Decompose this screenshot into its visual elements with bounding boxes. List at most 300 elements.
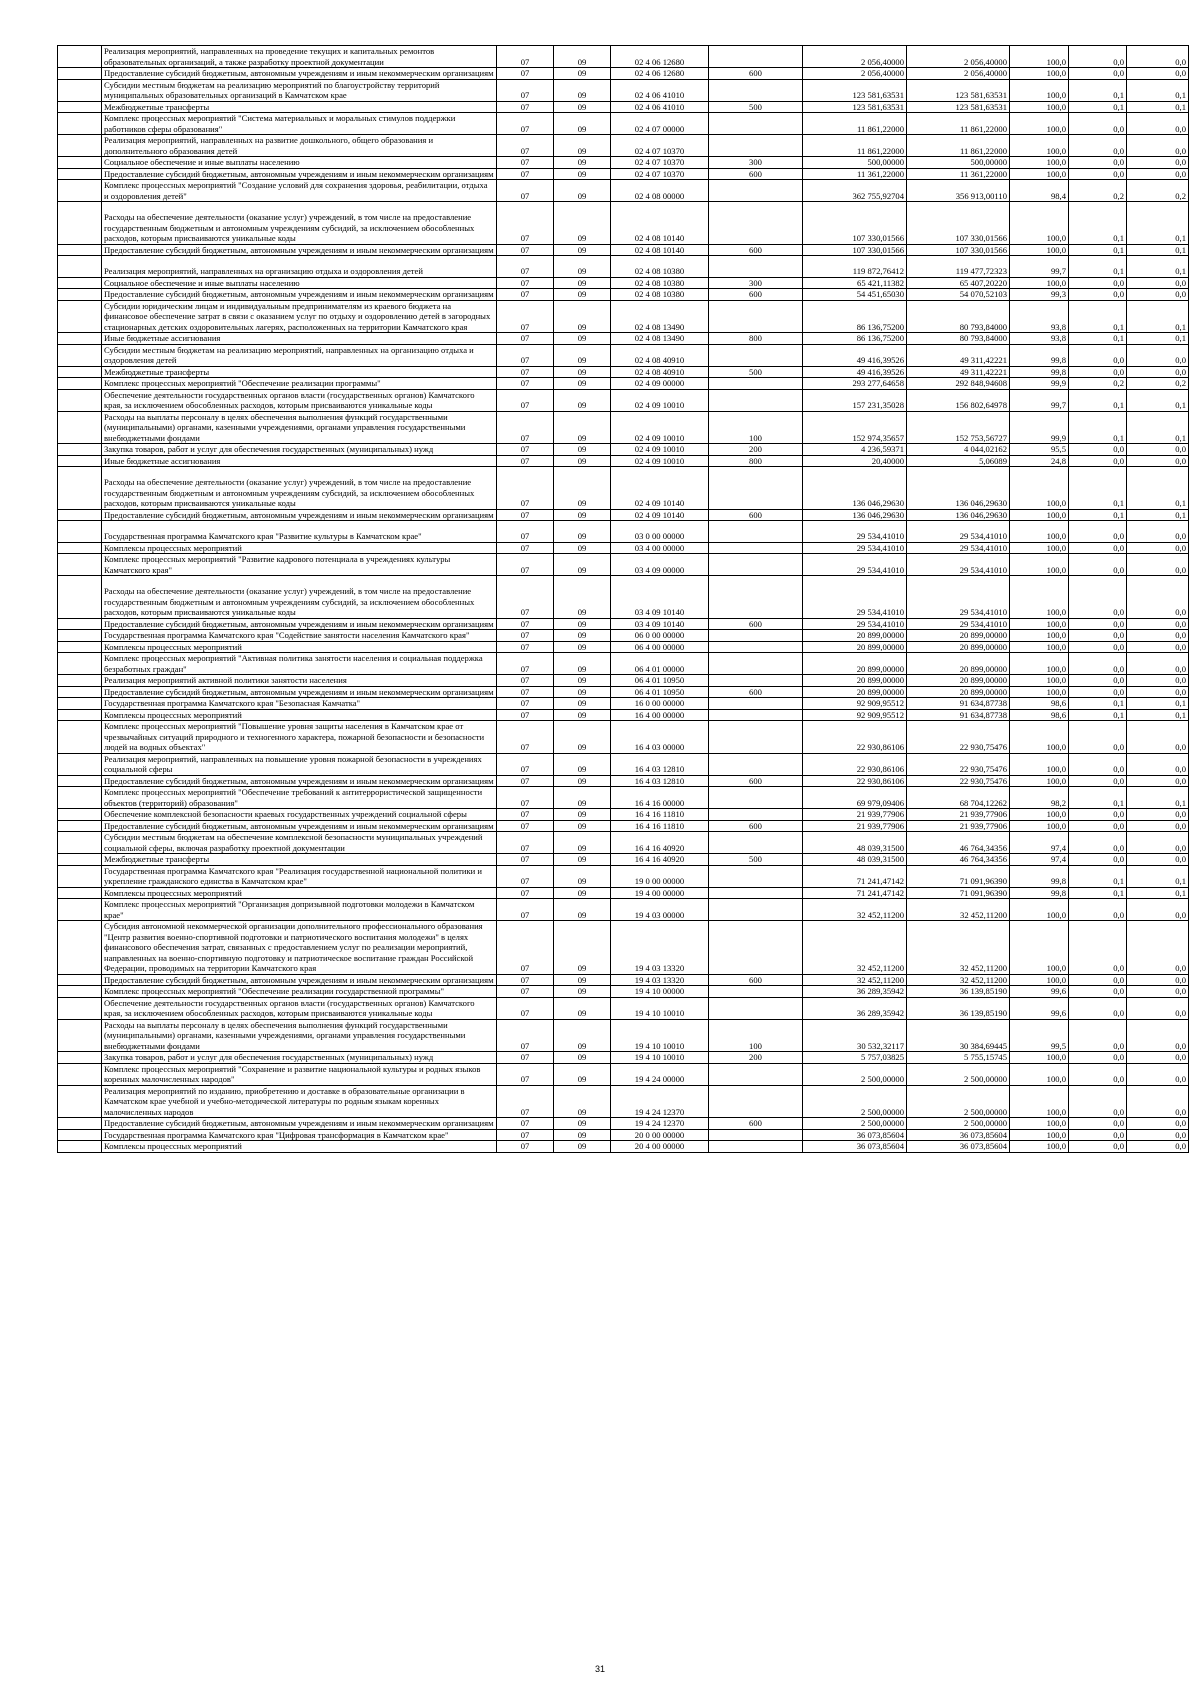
expense-type-cell: 600 <box>709 289 803 301</box>
table-row <box>58 542 1189 554</box>
row-index-cell <box>58 521 102 543</box>
share-plan-cell: 0,1 <box>1069 244 1127 256</box>
item-name-cell: Комплексы процессных мероприятий <box>102 542 497 554</box>
section-code-cell: 07 <box>497 854 554 866</box>
table-row <box>58 641 1189 653</box>
subsection-code-cell: 09 <box>554 1052 611 1064</box>
actual-amount-cell: 356 913,00110 <box>907 180 1010 202</box>
subsection-code-cell: 09 <box>554 698 611 710</box>
subsection-code-cell: 09 <box>554 899 611 921</box>
expense-type-cell: 800 <box>709 455 803 467</box>
item-name-cell: Предоставление субсидий бюджетным, автономным учреждениям и иным некоммерческим организациям <box>102 775 497 787</box>
row-index-cell <box>58 467 102 510</box>
row-index-cell <box>58 1063 102 1085</box>
planned-amount-cell: 36 289,35942 <box>803 986 907 998</box>
actual-amount-cell: 71 091,96390 <box>907 887 1010 899</box>
section-code-cell: 07 <box>497 618 554 630</box>
expense-type-cell: 600 <box>709 1118 803 1130</box>
section-code-cell: 07 <box>497 521 554 543</box>
expense-type-cell <box>709 832 803 854</box>
share-fact-cell: 0,1 <box>1127 411 1189 444</box>
planned-amount-cell: 4 236,59371 <box>803 444 907 456</box>
subsection-code-cell: 09 <box>554 46 611 68</box>
execution-percent-cell: 99,3 <box>1010 289 1069 301</box>
share-fact-cell: 0,0 <box>1127 1141 1189 1153</box>
target-article-cell: 19 4 03 00000 <box>611 899 709 921</box>
execution-percent-cell: 98,6 <box>1010 698 1069 710</box>
row-index-cell <box>58 113 102 135</box>
item-name-cell: Субсидии юридическим лицам и индивидуальным предпринимателям из краевого бюджета на финансовое обеспечение затрат в связи с оказанием услуг по отдыху и оздоровлению детей в загородных стационарных детских оздоровительных лагерях, расположенных на территории Камчатского края <box>102 300 497 333</box>
section-code-cell: 07 <box>497 698 554 710</box>
section-code-cell: 07 <box>497 820 554 832</box>
planned-amount-cell: 92 909,95512 <box>803 698 907 710</box>
expense-type-cell <box>709 46 803 68</box>
actual-amount-cell: 5 755,15745 <box>907 1052 1010 1064</box>
share-plan-cell: 0,0 <box>1069 997 1127 1019</box>
row-index-cell <box>58 1118 102 1130</box>
share-fact-cell: 0,2 <box>1127 180 1189 202</box>
expense-type-cell <box>709 809 803 821</box>
actual-amount-cell: 20 899,00000 <box>907 686 1010 698</box>
expense-type-cell <box>709 1129 803 1141</box>
actual-amount-cell: 20 899,00000 <box>907 641 1010 653</box>
share-fact-cell: 0,0 <box>1127 455 1189 467</box>
subsection-code-cell: 09 <box>554 467 611 510</box>
subsection-code-cell: 09 <box>554 686 611 698</box>
section-code-cell: 07 <box>497 244 554 256</box>
table-row <box>58 698 1189 710</box>
row-index-cell <box>58 753 102 775</box>
execution-percent-cell: 100,0 <box>1010 1085 1069 1118</box>
target-article-cell: 06 4 01 00000 <box>611 653 709 675</box>
planned-amount-cell: 71 241,47142 <box>803 865 907 887</box>
table-row <box>58 344 1189 366</box>
table-row <box>58 675 1189 687</box>
share-fact-cell: 0,0 <box>1127 775 1189 787</box>
row-index-cell <box>58 854 102 866</box>
share-plan-cell: 0,0 <box>1069 455 1127 467</box>
subsection-code-cell: 09 <box>554 1118 611 1130</box>
actual-amount-cell: 2 500,00000 <box>907 1085 1010 1118</box>
table-row <box>58 753 1189 775</box>
item-name-cell: Расходы на обеспечение деятельности (оказание услуг) учреждений, в том числе на предоставление государственным бюджетным и автономным учреждениям субсидий, за исключением обособленных расходов, которым присваиваются уникальные коды <box>102 467 497 510</box>
target-article-cell: 19 4 10 00000 <box>611 986 709 998</box>
subsection-code-cell: 09 <box>554 653 611 675</box>
expense-type-cell: 500 <box>709 366 803 378</box>
section-code-cell: 07 <box>497 921 554 975</box>
row-index-cell <box>58 366 102 378</box>
actual-amount-cell: 152 753,56727 <box>907 411 1010 444</box>
table-row <box>58 300 1189 333</box>
subsection-code-cell: 09 <box>554 509 611 521</box>
execution-percent-cell: 100,0 <box>1010 1063 1069 1085</box>
execution-percent-cell: 99,8 <box>1010 344 1069 366</box>
planned-amount-cell: 500,00000 <box>803 157 907 169</box>
subsection-code-cell: 09 <box>554 344 611 366</box>
item-name-cell: Закупка товаров, работ и услуг для обеспечения государственных (муниципальных) нужд <box>102 1052 497 1064</box>
share-fact-cell: 0,1 <box>1127 300 1189 333</box>
execution-percent-cell: 99,8 <box>1010 887 1069 899</box>
table-row <box>58 157 1189 169</box>
item-name-cell: Субсидии местным бюджетам на обеспечение комплексной безопасности муниципальных учреждений социальной сферы, включая разработку проектной документации <box>102 832 497 854</box>
target-article-cell: 20 0 00 00000 <box>611 1129 709 1141</box>
expense-type-cell <box>709 135 803 157</box>
expense-type-cell: 300 <box>709 157 803 169</box>
expense-type-cell <box>709 641 803 653</box>
planned-amount-cell: 49 416,39526 <box>803 366 907 378</box>
target-article-cell: 03 4 09 10140 <box>611 576 709 619</box>
planned-amount-cell: 136 046,29630 <box>803 467 907 510</box>
target-article-cell: 16 4 16 11810 <box>611 809 709 821</box>
section-code-cell: 07 <box>497 653 554 675</box>
expense-type-cell <box>709 630 803 642</box>
target-article-cell: 19 4 24 12370 <box>611 1085 709 1118</box>
item-name-cell: Реализация мероприятий, направленных на организацию отдыха и оздоровления детей <box>102 256 497 278</box>
planned-amount-cell: 29 534,41010 <box>803 618 907 630</box>
execution-percent-cell: 99,6 <box>1010 997 1069 1019</box>
planned-amount-cell: 11 861,22000 <box>803 113 907 135</box>
actual-amount-cell: 80 793,84000 <box>907 300 1010 333</box>
item-name-cell: Государственная программа Камчатского края "Содействие занятости населения Камчатского края" <box>102 630 497 642</box>
share-plan-cell: 0,0 <box>1069 630 1127 642</box>
planned-amount-cell: 123 581,63531 <box>803 79 907 101</box>
share-fact-cell: 0,0 <box>1127 820 1189 832</box>
section-code-cell: 07 <box>497 333 554 345</box>
expense-type-cell <box>709 300 803 333</box>
share-plan-cell: 0,0 <box>1069 46 1127 68</box>
budget-execution-table <box>57 45 1189 1153</box>
expense-type-cell <box>709 180 803 202</box>
row-index-cell <box>58 974 102 986</box>
share-plan-cell: 0,1 <box>1069 411 1127 444</box>
share-plan-cell: 0,0 <box>1069 366 1127 378</box>
item-name-cell: Государственная программа Камчатского края "Развитие культуры в Камчатском крае" <box>102 521 497 543</box>
share-plan-cell: 0,0 <box>1069 899 1127 921</box>
subsection-code-cell: 09 <box>554 79 611 101</box>
share-plan-cell: 0,0 <box>1069 542 1127 554</box>
share-fact-cell: 0,1 <box>1127 787 1189 809</box>
subsection-code-cell: 09 <box>554 753 611 775</box>
table-row <box>58 378 1189 390</box>
planned-amount-cell: 20 899,00000 <box>803 686 907 698</box>
share-fact-cell: 0,0 <box>1127 46 1189 68</box>
row-index-cell <box>58 820 102 832</box>
item-name-cell: Межбюджетные трансферты <box>102 101 497 113</box>
share-plan-cell: 0,0 <box>1069 1052 1127 1064</box>
item-name-cell: Обеспечение комплексной безопасности краевых государственных учреждений социальной сферы <box>102 809 497 821</box>
item-name-cell: Предоставление субсидий бюджетным, автономным учреждениям и иным некоммерческим организациям <box>102 509 497 521</box>
expense-type-cell <box>709 467 803 510</box>
target-article-cell: 19 4 24 12370 <box>611 1118 709 1130</box>
row-index-cell <box>58 1085 102 1118</box>
actual-amount-cell: 46 764,34356 <box>907 854 1010 866</box>
execution-percent-cell: 95,5 <box>1010 444 1069 456</box>
section-code-cell: 07 <box>497 135 554 157</box>
row-index-cell <box>58 686 102 698</box>
share-plan-cell: 0,0 <box>1069 289 1127 301</box>
item-name-cell: Комплексы процессных мероприятий <box>102 709 497 721</box>
execution-percent-cell: 100,0 <box>1010 1141 1069 1153</box>
subsection-code-cell: 09 <box>554 521 611 543</box>
actual-amount-cell: 71 091,96390 <box>907 865 1010 887</box>
planned-amount-cell: 2 500,00000 <box>803 1085 907 1118</box>
planned-amount-cell: 29 534,41010 <box>803 576 907 619</box>
execution-percent-cell: 99,9 <box>1010 378 1069 390</box>
row-index-cell <box>58 135 102 157</box>
actual-amount-cell: 107 330,01566 <box>907 202 1010 245</box>
execution-percent-cell: 100,0 <box>1010 135 1069 157</box>
item-name-cell: Реализация мероприятий, направленных на повышение уровня пожарной безопасности в учреждениях социальной сферы <box>102 753 497 775</box>
planned-amount-cell: 29 534,41010 <box>803 554 907 576</box>
item-name-cell: Комплекс процессных мероприятий "Организация допризывной подготовки молодежи в Камчатском крае" <box>102 899 497 921</box>
target-article-cell: 06 4 01 10950 <box>611 675 709 687</box>
row-index-cell <box>58 300 102 333</box>
expense-type-cell <box>709 554 803 576</box>
share-fact-cell: 0,0 <box>1127 618 1189 630</box>
execution-percent-cell: 100,0 <box>1010 899 1069 921</box>
execution-percent-cell: 100,0 <box>1010 157 1069 169</box>
target-article-cell: 19 4 00 00000 <box>611 887 709 899</box>
share-plan-cell: 0,0 <box>1069 986 1127 998</box>
actual-amount-cell: 91 634,87738 <box>907 709 1010 721</box>
share-plan-cell: 0,0 <box>1069 168 1127 180</box>
share-fact-cell: 0,0 <box>1127 986 1189 998</box>
item-name-cell: Реализация мероприятий, направленных на развитие дошкольного, общего образования и дополнительного образования детей <box>102 135 497 157</box>
section-code-cell: 07 <box>497 300 554 333</box>
share-fact-cell: 0,1 <box>1127 887 1189 899</box>
row-index-cell <box>58 289 102 301</box>
execution-percent-cell: 100,0 <box>1010 202 1069 245</box>
item-name-cell: Иные бюджетные ассигнования <box>102 455 497 467</box>
actual-amount-cell: 119 477,72323 <box>907 256 1010 278</box>
planned-amount-cell: 22 930,86106 <box>803 753 907 775</box>
share-plan-cell: 0,1 <box>1069 467 1127 510</box>
subsection-code-cell: 09 <box>554 1063 611 1085</box>
execution-percent-cell: 100,0 <box>1010 809 1069 821</box>
table-row <box>58 832 1189 854</box>
row-index-cell <box>58 576 102 619</box>
item-name-cell: Комплекс процессных мероприятий "Система материальных и моральных стимулов поддержки работников сферы образования" <box>102 113 497 135</box>
share-plan-cell: 0,1 <box>1069 865 1127 887</box>
item-name-cell: Комплекс процессных мероприятий "Активная политика занятости населения и социальная поддержка безработных граждан" <box>102 653 497 675</box>
row-index-cell <box>58 709 102 721</box>
target-article-cell: 16 4 03 12810 <box>611 775 709 787</box>
expense-type-cell <box>709 997 803 1019</box>
planned-amount-cell: 48 039,31500 <box>803 854 907 866</box>
actual-amount-cell: 22 930,75476 <box>907 775 1010 787</box>
planned-amount-cell: 2 500,00000 <box>803 1118 907 1130</box>
planned-amount-cell: 11 861,22000 <box>803 135 907 157</box>
share-fact-cell: 0,0 <box>1127 157 1189 169</box>
share-plan-cell: 0,1 <box>1069 256 1127 278</box>
target-article-cell: 02 4 08 13490 <box>611 300 709 333</box>
item-name-cell: Реализация мероприятий, направленных на проведение текущих и капитальных ремонтов образовательных организаций, а также разработку проектной документации <box>102 46 497 68</box>
row-index-cell <box>58 256 102 278</box>
expense-type-cell: 500 <box>709 854 803 866</box>
target-article-cell: 02 4 08 40910 <box>611 366 709 378</box>
row-index-cell <box>58 887 102 899</box>
section-code-cell: 07 <box>497 630 554 642</box>
execution-percent-cell: 100,0 <box>1010 1118 1069 1130</box>
table-row <box>58 1085 1189 1118</box>
share-plan-cell: 0,0 <box>1069 554 1127 576</box>
subsection-code-cell: 09 <box>554 1085 611 1118</box>
subsection-code-cell: 09 <box>554 854 611 866</box>
target-article-cell: 19 4 24 00000 <box>611 1063 709 1085</box>
planned-amount-cell: 2 056,40000 <box>803 46 907 68</box>
section-code-cell: 07 <box>497 1129 554 1141</box>
row-index-cell <box>58 542 102 554</box>
planned-amount-cell: 92 909,95512 <box>803 709 907 721</box>
expense-type-cell <box>709 721 803 754</box>
row-index-cell <box>58 1052 102 1064</box>
target-article-cell: 02 4 09 00000 <box>611 378 709 390</box>
actual-amount-cell: 29 534,41010 <box>907 521 1010 543</box>
target-article-cell: 02 4 09 10140 <box>611 509 709 521</box>
planned-amount-cell: 71 241,47142 <box>803 887 907 899</box>
share-plan-cell: 0,0 <box>1069 344 1127 366</box>
table-row <box>58 101 1189 113</box>
actual-amount-cell: 91 634,87738 <box>907 698 1010 710</box>
expense-type-cell: 600 <box>709 68 803 80</box>
section-code-cell: 07 <box>497 986 554 998</box>
page-number: 31 <box>594 1664 605 1674</box>
expense-type-cell: 100 <box>709 1019 803 1052</box>
subsection-code-cell: 09 <box>554 68 611 80</box>
share-plan-cell: 0,0 <box>1069 820 1127 832</box>
share-plan-cell: 0,0 <box>1069 921 1127 975</box>
row-index-cell <box>58 389 102 411</box>
expense-type-cell: 500 <box>709 101 803 113</box>
item-name-cell: Реализация мероприятий активной политики занятости населения <box>102 675 497 687</box>
target-article-cell: 19 4 10 10010 <box>611 1019 709 1052</box>
table-row <box>58 887 1189 899</box>
planned-amount-cell: 2 500,00000 <box>803 1063 907 1085</box>
subsection-code-cell: 09 <box>554 101 611 113</box>
share-fact-cell: 0,0 <box>1127 1129 1189 1141</box>
actual-amount-cell: 500,00000 <box>907 157 1010 169</box>
share-plan-cell: 0,0 <box>1069 1118 1127 1130</box>
share-fact-cell: 0,1 <box>1127 467 1189 510</box>
execution-percent-cell: 100,0 <box>1010 244 1069 256</box>
section-code-cell: 07 <box>497 1052 554 1064</box>
subsection-code-cell: 09 <box>554 820 611 832</box>
share-fact-cell: 0,0 <box>1127 809 1189 821</box>
table-row <box>58 256 1189 278</box>
expense-type-cell: 200 <box>709 1052 803 1064</box>
expense-type-cell <box>709 521 803 543</box>
table-row <box>58 974 1189 986</box>
share-fact-cell: 0,0 <box>1127 576 1189 619</box>
share-plan-cell: 0,1 <box>1069 389 1127 411</box>
table-row <box>58 411 1189 444</box>
execution-percent-cell: 98,6 <box>1010 709 1069 721</box>
share-fact-cell: 0,0 <box>1127 832 1189 854</box>
subsection-code-cell: 09 <box>554 333 611 345</box>
target-article-cell: 02 4 08 10140 <box>611 202 709 245</box>
actual-amount-cell: 29 534,41010 <box>907 542 1010 554</box>
planned-amount-cell: 22 930,86106 <box>803 775 907 787</box>
target-article-cell: 19 4 10 10010 <box>611 997 709 1019</box>
table-row <box>58 921 1189 975</box>
expense-type-cell: 600 <box>709 244 803 256</box>
planned-amount-cell: 54 451,65030 <box>803 289 907 301</box>
share-fact-cell: 0,1 <box>1127 698 1189 710</box>
section-code-cell: 07 <box>497 411 554 444</box>
item-name-cell: Предоставление субсидий бюджетным, автономным учреждениям и иным некоммерческим организациям <box>102 244 497 256</box>
expense-type-cell <box>709 675 803 687</box>
table-row <box>58 202 1189 245</box>
section-code-cell: 07 <box>497 157 554 169</box>
expense-type-cell <box>709 698 803 710</box>
item-name-cell: Комплекс процессных мероприятий "Создание условий для сохранения здоровья, реабилитации, отдыха и оздоровления детей" <box>102 180 497 202</box>
actual-amount-cell: 29 534,41010 <box>907 554 1010 576</box>
share-plan-cell: 0,0 <box>1069 721 1127 754</box>
table-row <box>58 277 1189 289</box>
item-name-cell: Комплекс процессных мероприятий "Сохранение и развитие национальной культуры и родных языков коренных малочисленных народов" <box>102 1063 497 1085</box>
subsection-code-cell: 09 <box>554 576 611 619</box>
target-article-cell: 06 4 01 10950 <box>611 686 709 698</box>
share-fact-cell: 0,2 <box>1127 378 1189 390</box>
section-code-cell: 07 <box>497 832 554 854</box>
execution-percent-cell: 100,0 <box>1010 101 1069 113</box>
target-article-cell: 03 4 00 00000 <box>611 542 709 554</box>
execution-percent-cell: 99,6 <box>1010 986 1069 998</box>
actual-amount-cell: 29 534,41010 <box>907 576 1010 619</box>
execution-percent-cell: 100,0 <box>1010 542 1069 554</box>
section-code-cell: 07 <box>497 289 554 301</box>
share-fact-cell: 0,0 <box>1127 135 1189 157</box>
execution-percent-cell: 100,0 <box>1010 686 1069 698</box>
share-plan-cell: 0,1 <box>1069 509 1127 521</box>
share-fact-cell: 0,0 <box>1127 168 1189 180</box>
execution-percent-cell: 100,0 <box>1010 79 1069 101</box>
share-plan-cell: 0,0 <box>1069 277 1127 289</box>
expense-type-cell: 800 <box>709 333 803 345</box>
share-fact-cell: 0,0 <box>1127 277 1189 289</box>
expense-type-cell <box>709 986 803 998</box>
share-fact-cell: 0,0 <box>1127 1118 1189 1130</box>
expense-type-cell: 100 <box>709 411 803 444</box>
expense-type-cell <box>709 202 803 245</box>
share-plan-cell: 0,0 <box>1069 675 1127 687</box>
expense-type-cell <box>709 542 803 554</box>
section-code-cell: 07 <box>497 455 554 467</box>
actual-amount-cell: 2 056,40000 <box>907 46 1010 68</box>
table-row <box>58 820 1189 832</box>
table-body <box>58 46 1189 1153</box>
planned-amount-cell: 20 899,00000 <box>803 675 907 687</box>
section-code-cell: 07 <box>497 68 554 80</box>
table-row <box>58 1118 1189 1130</box>
table-row <box>58 509 1189 521</box>
actual-amount-cell: 107 330,01566 <box>907 244 1010 256</box>
share-fact-cell: 0,1 <box>1127 244 1189 256</box>
execution-percent-cell: 99,8 <box>1010 865 1069 887</box>
share-plan-cell: 0,1 <box>1069 202 1127 245</box>
row-index-cell <box>58 1129 102 1141</box>
actual-amount-cell: 2 056,40000 <box>907 68 1010 80</box>
table-row <box>58 1019 1189 1052</box>
execution-percent-cell: 100,0 <box>1010 921 1069 975</box>
section-code-cell: 07 <box>497 753 554 775</box>
section-code-cell: 07 <box>497 256 554 278</box>
share-plan-cell: 0,0 <box>1069 157 1127 169</box>
subsection-code-cell: 09 <box>554 1141 611 1153</box>
execution-percent-cell: 100,0 <box>1010 277 1069 289</box>
execution-percent-cell: 100,0 <box>1010 618 1069 630</box>
actual-amount-cell: 136 046,29630 <box>907 467 1010 510</box>
